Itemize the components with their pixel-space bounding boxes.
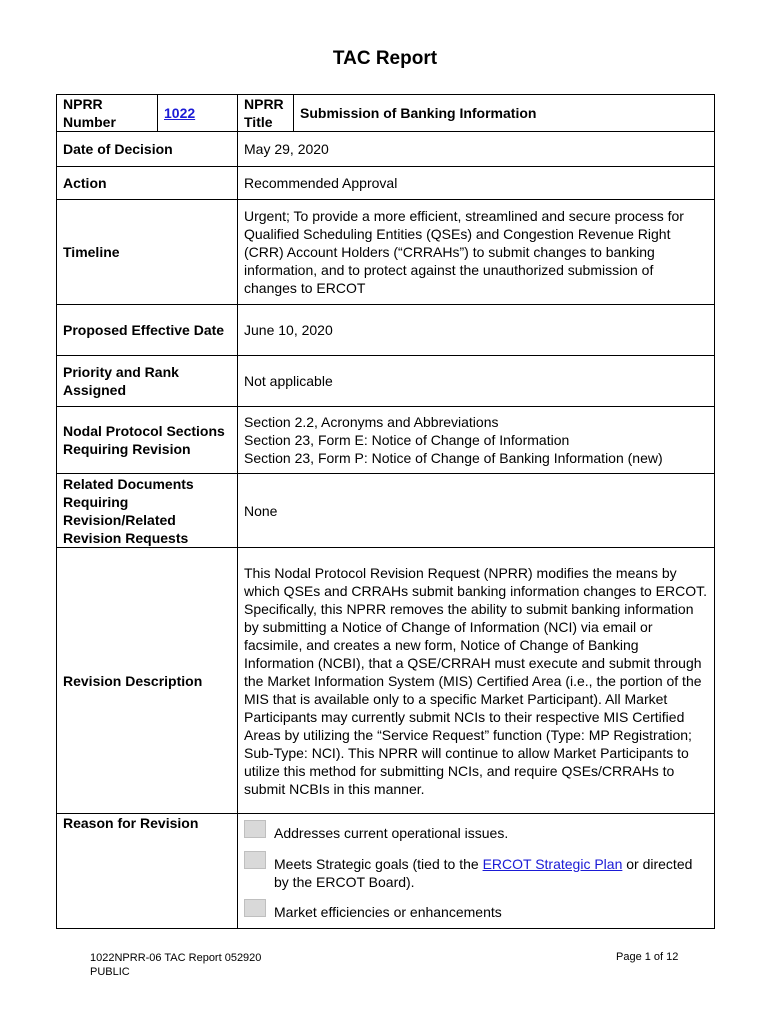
- section-line: Section 23, Form E: Notice of Change of Information: [244, 432, 570, 448]
- reason-checkbox[interactable]: [244, 899, 266, 917]
- table-row: [57, 548, 715, 814]
- nprr-number-label: NPRR Number: [57, 95, 158, 132]
- section-line: Section 23, Form P: Notice of Change of Banking Information (new): [244, 450, 663, 466]
- table-row: [57, 305, 715, 356]
- sections-value: [238, 407, 715, 474]
- decision-value: May 29, 2020: [238, 132, 715, 167]
- effective-label: Proposed Effective Date: [57, 305, 238, 356]
- footer-classification: PUBLIC: [90, 966, 130, 978]
- timeline-value: Urgent; To provide a more efficient, streamlined and secure process for Qualified Scheduling Entities (QSEs) and Congestion Revenue Right (CRR) Account Holders (“CRRAHs”) to submit changes to banking information, and to protect against the unauthorized submission of changes to ERCOT: [238, 200, 715, 305]
- footer-doc-info: [90, 951, 261, 979]
- priority-value: Not applicable: [238, 356, 715, 407]
- table-row: [57, 132, 715, 167]
- reason-checkbox[interactable]: [244, 851, 266, 869]
- nprr-number-cell: [158, 95, 238, 132]
- table-row: [57, 814, 715, 929]
- action-label: Action: [57, 167, 238, 200]
- effective-value: June 10, 2020: [238, 305, 715, 356]
- header-row: [57, 95, 715, 132]
- table-row: [57, 474, 715, 548]
- related-label: Related Documents Requiring Revision/Related Revision Requests: [57, 474, 238, 548]
- reason-option-label: Market efficiencies or enhancements: [274, 904, 502, 920]
- nprr-title-label: NPRR Title: [238, 95, 294, 132]
- description-label: Revision Description: [57, 548, 238, 814]
- description-value: This Nodal Protocol Revision Request (NPRR) modifies the means by which QSEs and CRRAHs submit banking information changes to ERCOT. Specifically, this NPRR removes the ability to submit banking information by submitting a Notice of Change of Information (NCI) via email or facsimile, and creates a new form, Notice of Change of Banking Information (NCBI), that a QSE/CRRAH must execute and submit through the Market Information System (MIS) Certified Area (i.e., the portion of the MIS that is available only to a specific Market Participant). All Market Participants may currently submit NCIs to their respective MIS Certified Areas by utilizing the “Service Request” function (Type: MP Registration; Sub-Type: NCI). This NPRR will continue to allow Market Participants to utilize this method for submitting NCIs, and require QSEs/CRRAHs to submit NCBIs in this manner.: [238, 548, 715, 814]
- report-table: [56, 94, 715, 929]
- action-value: Recommended Approval: [238, 167, 715, 200]
- reason-label: Reason for Revision: [57, 814, 238, 929]
- table-row: [57, 356, 715, 407]
- timeline-label: Timeline: [57, 200, 238, 305]
- decision-label: Date of Decision: [57, 132, 238, 167]
- table-row: [57, 167, 715, 200]
- nprr-title: Submission of Banking Information: [294, 95, 715, 132]
- related-value: None: [238, 474, 715, 548]
- footer-page-number: Page 1 of 12: [616, 951, 679, 963]
- report-title: TAC Report: [332, 48, 438, 69]
- table-row: [57, 200, 715, 305]
- section-line: Section 2.2, Acronyms and Abbreviations: [244, 414, 499, 430]
- priority-label: Priority and Rank Assigned: [57, 356, 238, 407]
- footer-doc-id: 1022NPRR-06 TAC Report 052920: [90, 952, 262, 964]
- reason-option-label: Addresses current operational issues.: [274, 825, 509, 841]
- strategic-plan-link[interactable]: ERCOT Strategic Plan: [482, 856, 623, 872]
- nprr-number-link[interactable]: 1022: [164, 105, 196, 121]
- reason-option: [244, 898, 708, 921]
- reason-option: [244, 819, 708, 842]
- table-row: [57, 407, 715, 474]
- reason-option-label: Meets Strategic goals (tied to the ERCOT Strategic Plan or directed by the ERCOT Board).: [274, 856, 693, 890]
- reason-checkbox[interactable]: [244, 820, 266, 838]
- reason-option: [244, 850, 708, 891]
- sections-label: Nodal Protocol Sections Requiring Revision: [57, 407, 238, 474]
- reason-value: [238, 814, 715, 929]
